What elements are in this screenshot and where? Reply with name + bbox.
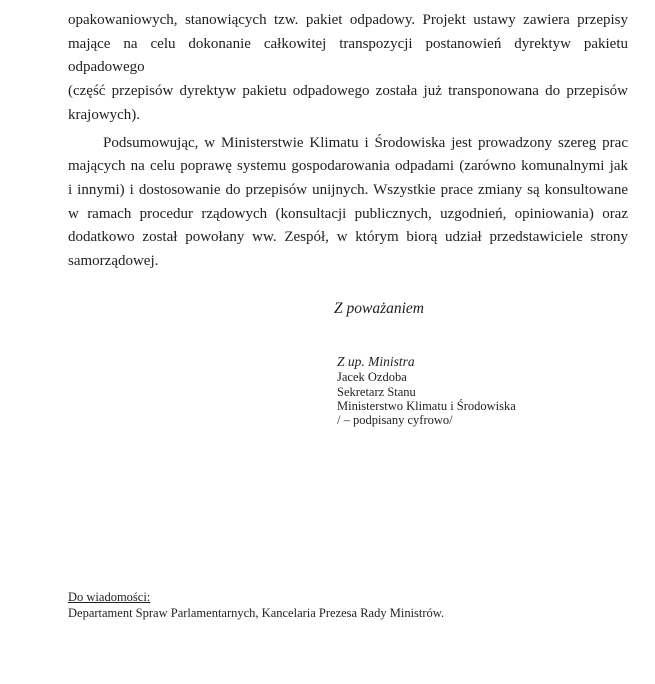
signature-name: Jacek Ozdoba: [337, 370, 407, 385]
signature-title: Sekretarz Stanu: [337, 384, 416, 399]
paragraph-2-line: w ramach procedur rządowych (konsultacji publicznych, uzgodnień, opiniowania) oraz: [68, 205, 628, 222]
paragraph-1-line: opakowaniowych, stanowiących tzw. pakiet odpadowy. Projekt ustawy zawiera przepisy: [68, 12, 628, 28]
paragraph-1-line: mające na celu dokonanie całkowitej transpozycji postanowień dyrektyw pakietu odpadowego: [68, 35, 628, 76]
cc-label: Do wiadomości:: [68, 590, 151, 604]
paragraph-1-line: krajowych).: [68, 106, 141, 123]
letter-body: [68, 9, 628, 274]
paragraph-2-line: dodatkowo został powołany ww. Zespół, w którym biorą udział przedstawiciele strony: [68, 229, 628, 246]
signature-digital-note: / – podpisany cyfrowo/: [337, 413, 453, 428]
cc-footer: [68, 590, 444, 621]
paragraph-2-line: mających na celu poprawę systemu gospodarowania odpadami (zarówno komunalnymi jak: [68, 158, 628, 175]
signature-block: [337, 355, 516, 427]
paragraph-2: [68, 132, 628, 274]
signature-organization: Ministerstwo Klimatu i Środowiska: [337, 398, 516, 413]
signature-on-behalf: Z up. Ministra: [337, 354, 415, 369]
paragraph-2-line: i innymi) i dostosowanie do przepisów unijnych. Wszystkie prace zmiany są konsultowane: [68, 181, 628, 198]
valediction: Z poważaniem: [334, 300, 424, 317]
paragraph-2-line: Podsumowując, w Ministerstwie Klimatu i Środowiska jest prowadzony szereg prac: [103, 134, 628, 151]
paragraph-2-line: samorządowej.: [68, 253, 159, 270]
paragraph-1-line: (część przepisów dyrektyw pakietu odpadowego została już transponowana do przepisów: [68, 83, 628, 100]
cc-recipients: Departament Spraw Parlamentarnych, Kancelaria Prezesa Rady Ministrów.: [68, 605, 445, 620]
paragraph-1: [68, 9, 628, 128]
